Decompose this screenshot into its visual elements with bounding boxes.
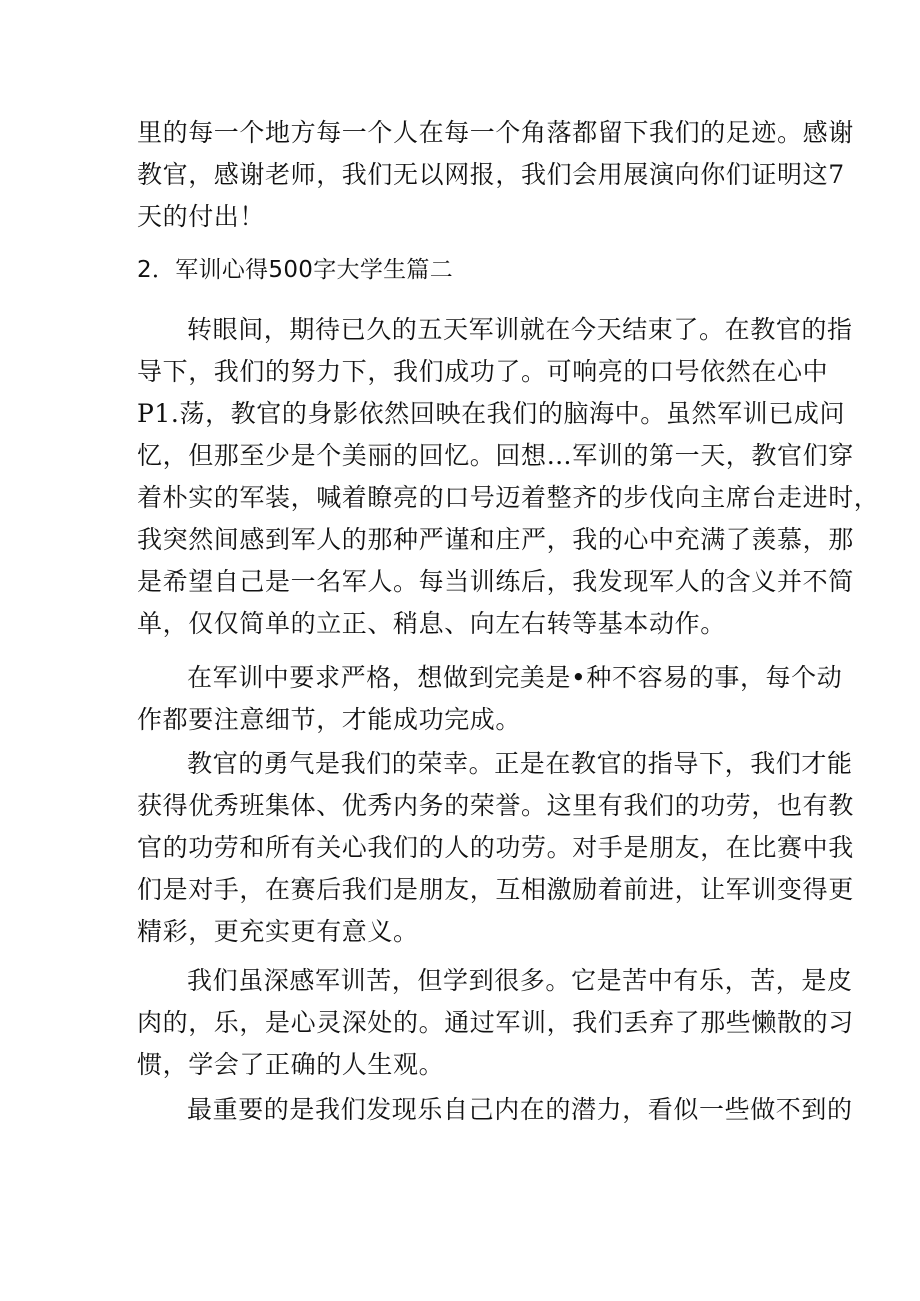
paragraph-5 — [137, 1089, 853, 1131]
text-line: 着朴实的军装，喊着瞭亮的口号迈着整齐的步伐向主席台走进时， — [137, 483, 880, 512]
text-line: 肉的，乐，是心灵深处的。通过军训，我们丢弃了那些懒散的习 — [137, 1008, 854, 1037]
text-line: 最重要的是我们发现乐自己内在的潜力，看似一些做不到的 — [187, 1095, 853, 1124]
text-line: 在军训中要求严格，想做到完美是•种不容易的事，每个动 — [187, 663, 843, 692]
text-line: 我突然间感到军人的那种严谨和庄严，我的心中充满了羡慕，那 — [137, 525, 854, 554]
section-heading: 2．军训心得500字大学生篇二 — [137, 257, 454, 283]
text-line: 教官的勇气是我们的荣幸。正是在教官的指导下，我们才能 — [187, 749, 853, 778]
text-line: 转眼间，期待已久的五天军训就在今天结束了。在教官的指 — [187, 315, 853, 344]
text-line: 里的每一个地方每一个人在每一个角落都留下我们的足迹。感谢 — [137, 118, 854, 147]
paragraph-4 — [137, 960, 854, 1086]
text-line: 精彩，更充实更有意义。 — [137, 917, 419, 946]
text-line: 获得优秀班集体、优秀内务的荣誉。这里有我们的功劳，也有教 — [137, 791, 854, 820]
paragraph-2 — [137, 657, 843, 741]
paragraph-1 — [137, 309, 880, 645]
text-line: 们是对手，在赛后我们是朋友，互相激励着前进，让军训变得更 — [137, 875, 854, 904]
text-line: 是希望自己是一名军人。每当训练后，我发现军人的含义并不简 — [137, 567, 854, 596]
text-line: P1.荡，教官的身影依然回映在我们的脑海中。虽然军训已成问 — [137, 399, 846, 428]
text-line: 忆，但那至少是个美丽的回忆。回想…军训的第一天，教官们穿 — [137, 441, 854, 470]
text-line: 单，仅仅简单的立正、稍息、向左右转等基本动作。 — [137, 609, 726, 638]
paragraph-3 — [137, 743, 854, 953]
section-heading-block — [137, 249, 797, 291]
text-line: 官的功劳和所有关心我们的人的功劳。对手是朋友，在比赛中我 — [137, 833, 854, 862]
text-line: 教官，感谢老师，我们无以网报，我们会用展演向你们证明这7 — [137, 160, 845, 189]
text-line: 作都要注意细节，才能成功完成。 — [137, 705, 522, 734]
text-line: 我们虽深感军训苦，但学到很多。它是苦中有乐，苦，是皮 — [187, 966, 853, 995]
text-line: 天的付出！ — [137, 202, 266, 231]
carryover-paragraph — [137, 112, 854, 238]
text-line: 导下，我们的努力下，我们成功了。可响亮的口号依然在心中 — [137, 357, 829, 386]
text-line: 惯，学会了正确的人生观。 — [137, 1050, 445, 1079]
